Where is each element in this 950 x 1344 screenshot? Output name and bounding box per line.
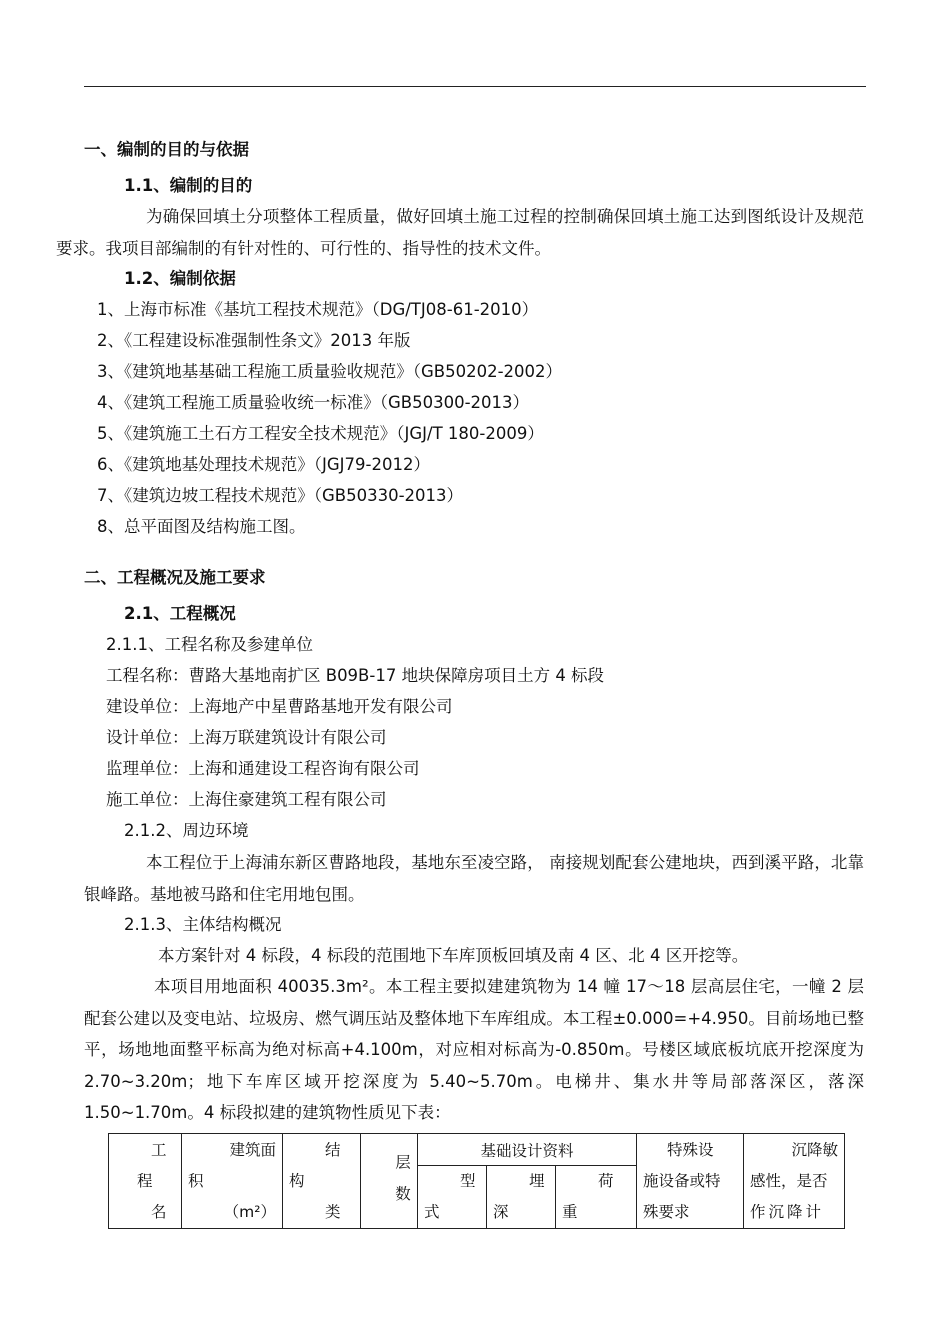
structure-scope: 本方案针对 4 标段，4 标段的范围地下车库顶板回填及南 4 区、北 4 区开挖等。 (158, 946, 749, 965)
basis-item: 7、《建筑边坡工程技术规范》（GB50330-2013） (97, 486, 464, 505)
col-foundation-header: 基础设计资料 (418, 1134, 637, 1166)
col-structure-type-header: 结 构 类 (283, 1134, 361, 1229)
col-building-area-header: 建筑面 积 （m²） (182, 1134, 283, 1229)
designer: 设计单位：上海万联建筑设计有限公司 (106, 728, 387, 747)
col-project-name-header: 工 程 名 (109, 1134, 182, 1229)
project-name: 工程名称：曹路大基地南扩区 B09B-17 地块保障房项目土方 4 标段 (106, 666, 605, 685)
purpose-paragraph: 为确保回填土分项整体工程质量，做好回填土施工过程的控制确保回填土施工达到图纸设计及规范要求。我项目部编制的有针对性的、可行性的、指导性的技术文件。 (56, 207, 864, 258)
foundation-depth-header: 埋 深 (487, 1166, 556, 1229)
col-settlement-header: 沉降敏 感性，是否 作沉降计 (744, 1134, 845, 1229)
basis-item: 4、《建筑工程施工质量验收统一标准》（GB50300-2013） (97, 393, 530, 412)
basis-item: 3、《建筑地基基础工程施工质量验收规范》（GB50202-2002） (97, 362, 563, 381)
supervisor: 监理单位：上海和通建设工程咨询有限公司 (106, 759, 420, 778)
header-rule (84, 86, 866, 87)
section2-1-2-heading: 2.1.2、周边环境 (124, 821, 249, 840)
contractor: 施工单位：上海住豪建筑工程有限公司 (106, 790, 387, 809)
environment-paragraph: 本工程位于上海浦东新区曹路地段，基地东至凌空路， 南接规划配套公建地块，西到溪平路，北靠银峰路。基地被马路和住宅用地包围。 (84, 853, 864, 904)
foundation-load-header: 荷 重 (556, 1166, 637, 1229)
section1-1-heading: 1.1、编制的目的 (124, 176, 253, 195)
section2-heading: 二、工程概况及施工要求 (84, 568, 266, 587)
basis-item: 8、总平面图及结构施工图。 (97, 517, 306, 536)
basis-item: 5、《建筑施工土石方工程安全技术规范》（JGJ/T 180-2009） (97, 424, 544, 443)
building-properties-table (108, 1133, 845, 1229)
basis-item: 6、《建筑地基处理技术规范》（JGJ79-2012） (97, 455, 430, 474)
developer: 建设单位：上海地产中星曹路基地开发有限公司 (106, 697, 453, 716)
structure-paragraph: 本项目用地面积 40035.3m²。本工程主要拟建建筑物为 14 幢 17～18 层高层住宅，一幢 2 层配套公建以及变电站、垃圾房、燃气调压站及整体地下车库组成。本工程±0.000=+4.950。目前场地已整平，场地地面整平标高为绝对标高+4.100m，对应相对标高为-0.850m。号楼区域底板坑底开挖深度为 2.70~3.20m；地下车库区域开挖深度为 5.40~5.70m。电梯井、集水井等局部落深区，落深 1.50~1.70m。4 标段拟建的建筑物性质见下表： (84, 977, 864, 1122)
foundation-type-header: 型 式 (418, 1166, 487, 1229)
floors-label: 层数 (393, 1154, 411, 1217)
col-special-requirements-header: 特殊设 施设备或特 殊要求 (637, 1134, 744, 1229)
section1-2-heading: 1.2、编制依据 (124, 269, 236, 288)
section1-heading: 一、编制的目的与依据 (84, 140, 249, 159)
section2-1-heading: 2.1、工程概况 (124, 604, 236, 623)
section2-1-1-heading: 2.1.1、工程名称及参建单位 (106, 635, 313, 654)
basis-item: 2、《工程建设标准强制性条文》2013 年版 (97, 331, 411, 350)
col-floors-header (361, 1134, 418, 1229)
section2-1-3-heading: 2.1.3、主体结构概况 (124, 915, 282, 934)
basis-item: 1、上海市标准《基坑工程技术规范》（DG/TJ08-61-2010） (97, 300, 539, 319)
